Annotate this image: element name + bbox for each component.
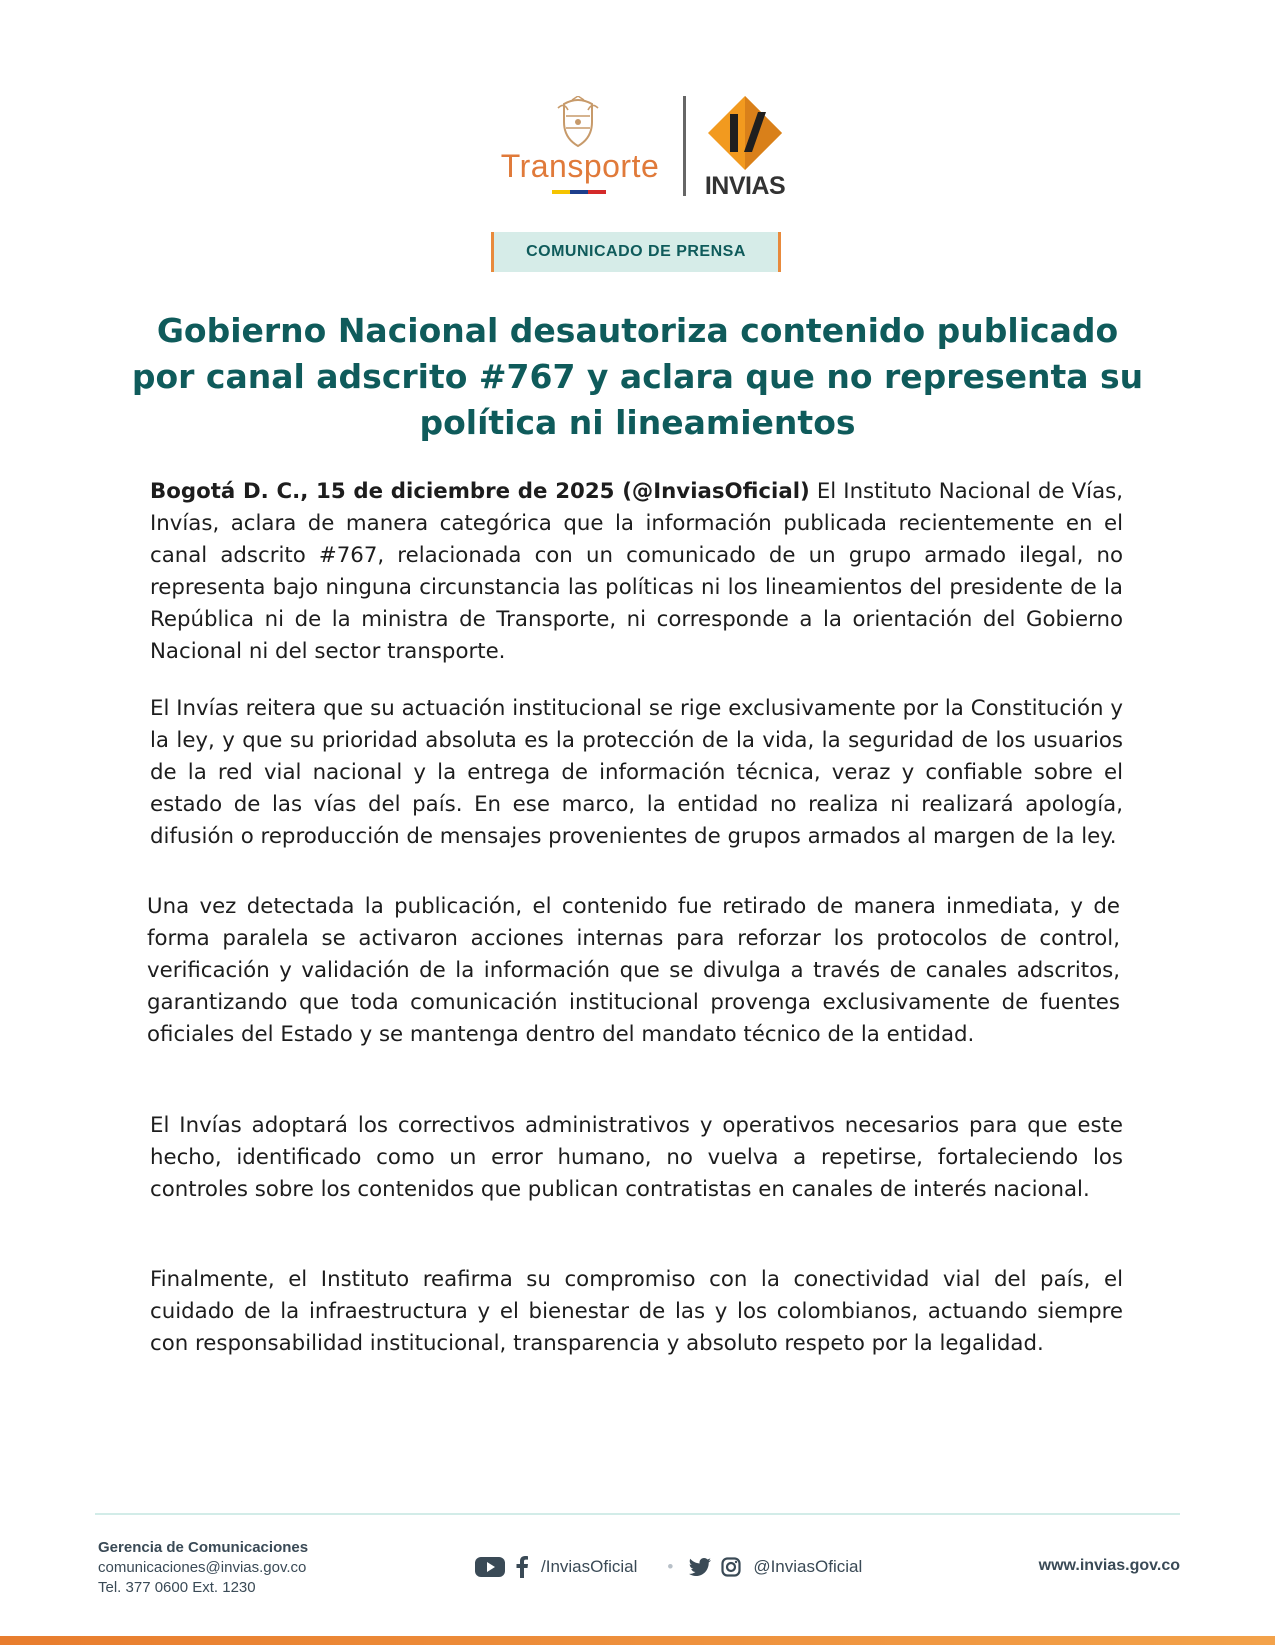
transporte-wordmark: Transporte [500, 148, 660, 184]
footer-website-link[interactable]: www.invias.gov.co [1038, 1557, 1180, 1574]
footer-social-links [475, 1554, 862, 1580]
logo-divider [683, 96, 686, 196]
footer-divider [95, 1513, 1180, 1515]
youtube-icon[interactable] [475, 1556, 505, 1578]
paragraph-1 [150, 476, 1123, 668]
instagram-icon[interactable] [721, 1557, 741, 1577]
invias-wordmark: INVIAS [704, 172, 786, 200]
dateline: Bogotá D. C., 15 de diciembre de 2025 (@InviasOficial) [150, 479, 810, 504]
paragraph-3: Una vez detectada la publicación, el contenido fue retirado de manera inmediata, y de forma paralela se activaron acciones internas para reforzar los protocolos de control, verificación y validación de la información que se divulga a través de canales adscritos, garantizando que toda comunicación institucional provenga exclusivamente de fuentes oficiales del Estado y se mantenga dentro del mandato técnico de la entidad. [147, 894, 1120, 1047]
paragraph-4: El Invías adoptará los correctivos administrativos y operativos necesarios para que este hecho, identificado como un error humano, no vuelva a repetirse, fortaleciendo los controles sobre los contenidos que publican contratistas en canales de interés nacional. [150, 1113, 1123, 1202]
paragraph-1-text: El Instituto Nacional de Vías, Invías, aclara de manera categórica que la información publicada recientemente en el canal adscrito #767, relacionada con un comunicado de un grupo armado ilegal, no representa bajo ninguna circunstancia las políticas ni los lineamientos del presidente de la República ni de la ministra de Transporte, ni corresponde a la orientación del Gobierno Nacional ni del sector transporte. [150, 479, 1123, 664]
colombia-flag-bar [552, 190, 606, 194]
social-handle-twitter-instagram[interactable]: @InviasOficial [753, 1557, 863, 1576]
invias-logo [702, 92, 792, 202]
colombia-coat-of-arms-icon [556, 96, 600, 148]
footer-department: Gerencia de Comunicaciones [98, 1539, 309, 1556]
page-title: Gobierno Nacional desautoriza contenido publicado por canal adscrito #767 y aclara que no representa su política ni lineamientos [131, 311, 1144, 442]
footer-contact [98, 1538, 398, 1598]
paragraph-2: El Invías reitera que su actuación institucional se rige exclusivamente por la Constitución y la ley, y que su prioridad absoluta es la protección de la vida, la seguridad de los usuarios de la red vial nacional y la entrega de información técnica, veraz y confiable sobre el estado de las vías del país. En ese marco, la entidad no realiza ni realizará apología, difusión o reproducción de mensajes provenientes de grupos armados al margen de la ley. [150, 696, 1123, 849]
facebook-icon[interactable] [515, 1556, 529, 1578]
transporte-logo [490, 92, 670, 202]
paragraph-5: Finalmente, el Instituto reafirma su compromiso con la conectividad vial del país, el cuidado de la infraestructura y el bienestar de las y los colombianos, actuando siempre con responsabilidad institucional, transparencia y absoluto respeto por la legalidad. [150, 1267, 1123, 1356]
social-handle-youtube-facebook[interactable]: /InviasOficial [541, 1557, 638, 1576]
footer-email[interactable]: comunicaciones@invias.gov.co [98, 1559, 307, 1576]
separator-dot: • [667, 1557, 674, 1576]
invias-diamond-icon [706, 94, 784, 172]
footer-phone: Tel. 377 0600 Ext. 1230 [98, 1579, 256, 1596]
bottom-accent-bar [0, 1636, 1275, 1645]
twitter-icon[interactable] [689, 1558, 711, 1576]
press-release-badge: COMUNICADO DE PRENSA [491, 232, 781, 272]
header-logos [490, 92, 790, 202]
